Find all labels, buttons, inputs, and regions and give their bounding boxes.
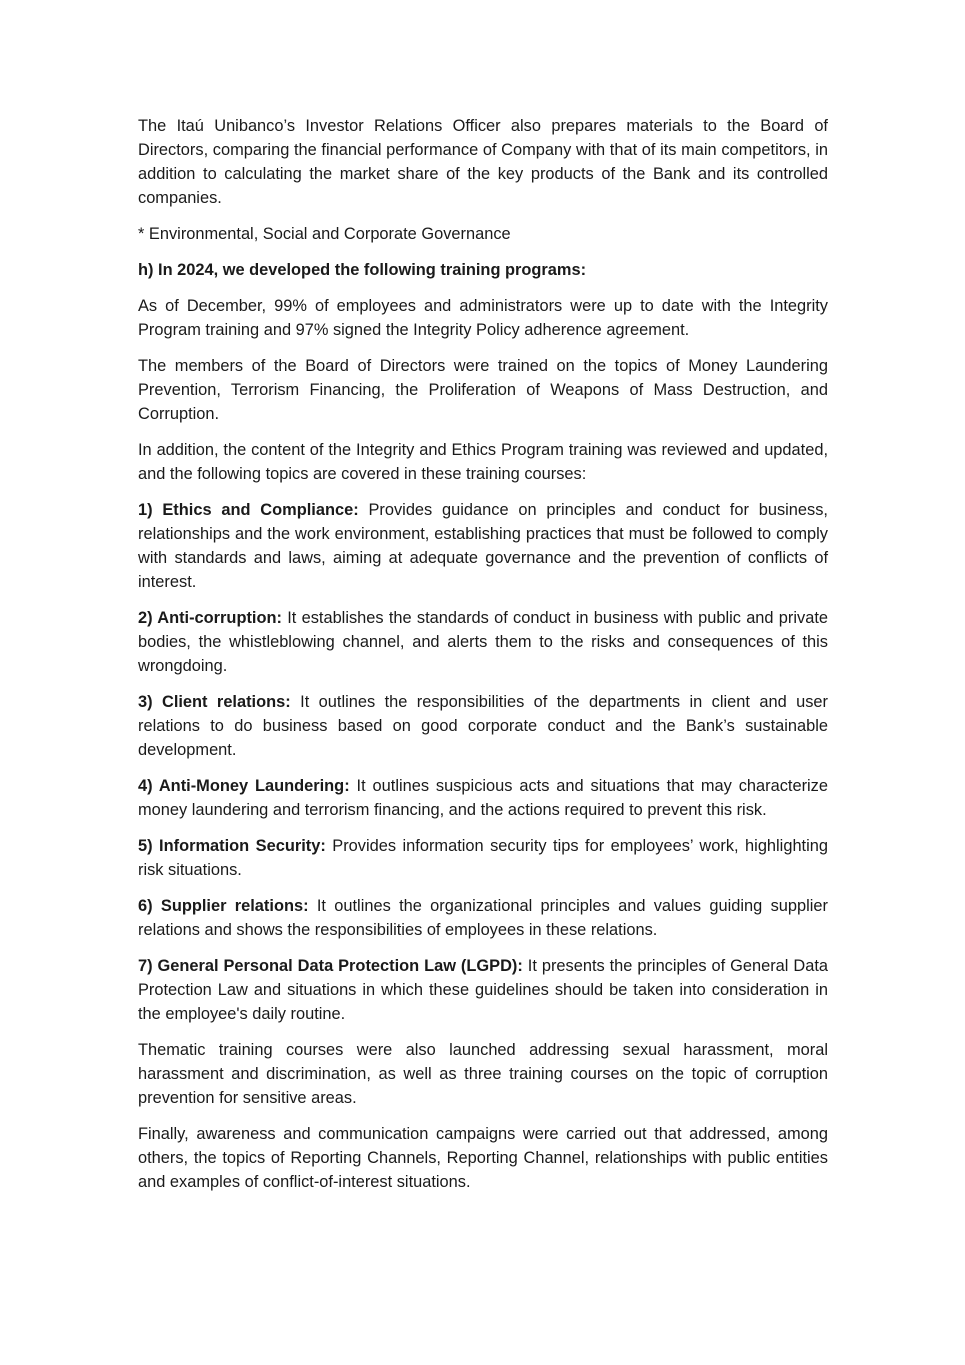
topic-item bbox=[138, 498, 828, 594]
thematic-paragraph: Thematic training courses were also launched addressing sexual harassment, moral harassment and discrimination, as well as three training courses on the topic of corruption prevention for sensitive areas. bbox=[138, 1041, 828, 1107]
board-paragraph: The members of the Board of Directors were trained on the topics of Money Laundering Prevention, Terrorism Financing, the Proliferation of Weapons of Mass Destruction, and Corruption. bbox=[138, 357, 828, 423]
intro-paragraph: The Itaú Unibanco’s Investor Relations Officer also prepares materials to the Board of Directors, comparing the financial performance of Company with that of its main competitors, in addition to calculating the market share of the key products of the Bank and its controlled companies. bbox=[138, 117, 828, 207]
topic-text: Provides guidance on principles and conduct for business, relationships and the work environment, establishing practices that must be followed to comply with standards and laws, aiming at adequate governance and the prevention of conflicts of interest. bbox=[138, 501, 828, 591]
topic-text: It outlines suspicious acts and situations that may characterize money laundering and terrorism financing, and the actions required to prevent this risk. bbox=[138, 777, 828, 819]
topic-term: 4) Anti-Money Laundering: bbox=[138, 777, 350, 795]
topic-text: It presents the principles of General Data Protection Law and situations in which these guidelines should be taken into consideration in the employee's daily routine. bbox=[138, 957, 829, 1023]
topic-term: 2) Anti-corruption: bbox=[138, 609, 282, 627]
topic-term: 6) Supplier relations: bbox=[138, 897, 309, 915]
topic-item bbox=[138, 834, 828, 882]
footnote-paragraph: * Environmental, Social and Corporate Governance bbox=[138, 225, 511, 243]
topic-term: 1) Ethics and Compliance: bbox=[138, 501, 359, 519]
topic-item bbox=[138, 954, 828, 1026]
topic-item bbox=[138, 774, 828, 822]
content-paragraph: In addition, the content of the Integrity and Ethics Program training was reviewed and updated, and the following topics are covered in these training courses: bbox=[138, 441, 828, 483]
topic-term: 5) Information Security: bbox=[138, 837, 326, 855]
topic-item bbox=[138, 690, 828, 762]
topic-item bbox=[138, 894, 828, 942]
section-heading: h) In 2024, we developed the following training programs: bbox=[138, 261, 587, 279]
topic-item bbox=[138, 606, 828, 678]
document-page bbox=[138, 114, 828, 1206]
topic-text: Provides information security tips for employees’ work, highlighting risk situations. bbox=[138, 837, 828, 879]
campaigns-paragraph: Finally, awareness and communication campaigns were carried out that addressed, among others, the topics of Reporting Channels, Reporting Channel, relationships with public entities and examples of conflict-of-interest situations. bbox=[138, 1125, 828, 1191]
topic-text: It outlines the responsibilities of the departments in client and user relations to do business based on good corporate conduct and the Bank’s sustainable development. bbox=[138, 693, 828, 759]
topic-term: 7) General Personal Data Protection Law (LGPD): bbox=[138, 957, 523, 975]
topic-text: It outlines the organizational principles and values guiding supplier relations and shows the responsibilities of employees in these relations. bbox=[138, 897, 829, 939]
integrity-paragraph: As of December, 99% of employees and administrators were up to date with the Integrity Program training and 97% signed the Integrity Policy adherence agreement. bbox=[138, 297, 828, 339]
topic-term: 3) Client relations: bbox=[138, 693, 291, 711]
topic-text: It establishes the standards of conduct in business with public and private bodies, the whistleblowing channel, and alerts them to the risks and consequences of this wrongdoing. bbox=[138, 609, 828, 675]
